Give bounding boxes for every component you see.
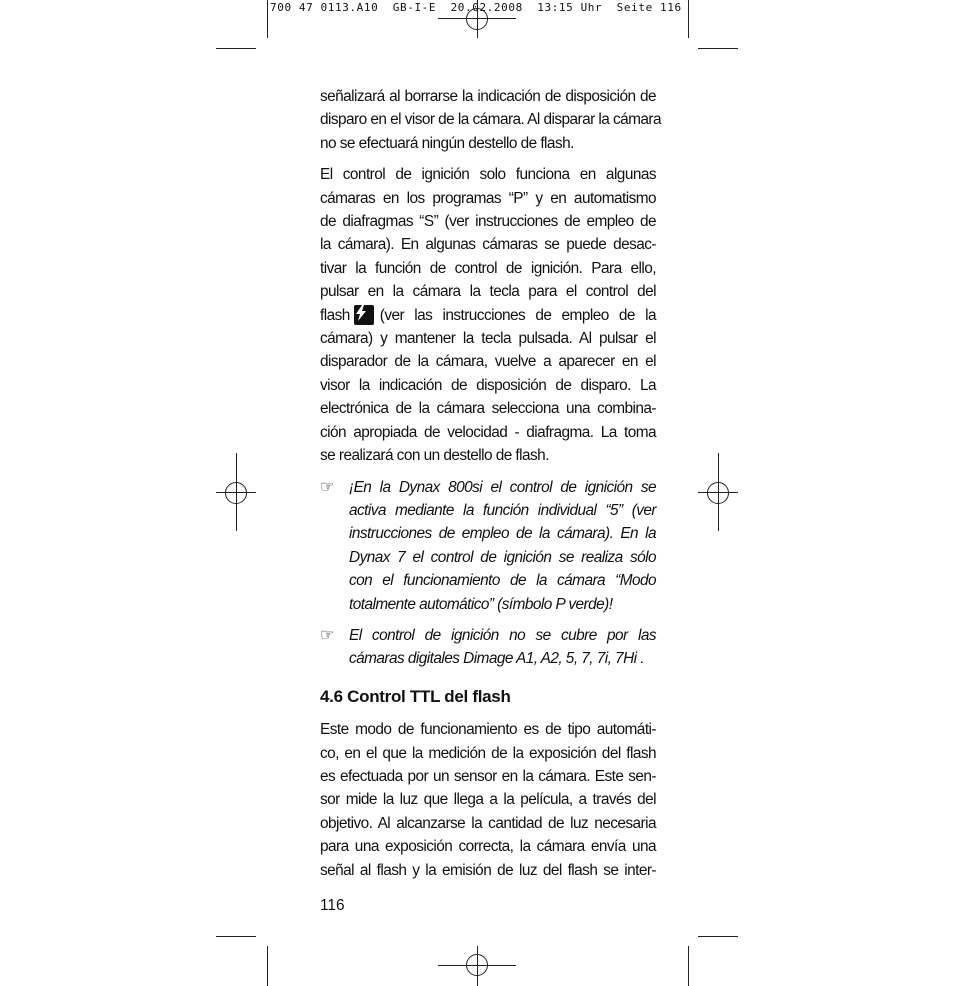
crop-mark [698, 936, 738, 937]
text-line: la cámara). En algunas cámaras se puede desac- [320, 236, 656, 254]
text-line: El control de ignición no se cubre por las [349, 626, 656, 644]
text-line: cámaras digitales Dimage A1, A2, 5, 7, 7i, 7Hi . [349, 650, 644, 668]
crop-mark [216, 48, 256, 49]
text-line: ¡En la Dynax 800si el control de ignición se [349, 478, 656, 496]
text-line: para una exposición correcta, la cámara envía una [320, 838, 656, 856]
text-line: visor la indicación de disposición de disparo. La [320, 376, 656, 394]
text-line: instrucciones de empleo de la cámara). En la [349, 525, 656, 543]
text-line: Dynax 7 el control de ignición se realiza sólo [349, 548, 656, 566]
text-line: ción apropiada de velocidad - diafragma. La toma [320, 423, 656, 441]
text-line: co, en el que la medición de la exposición del flash [320, 744, 656, 762]
text-line: no se efectuará ningún destello de flash. [320, 134, 574, 152]
flash-bolt-icon [354, 305, 374, 325]
text-line: cámaras en los programas “P” y en automatismo [320, 189, 656, 207]
page-number: 116 [320, 897, 345, 914]
text-line: tivar la función de control de ignición. Para ello, [320, 259, 656, 277]
pointing-hand-icon: ☞ [320, 478, 334, 496]
text-line: se realizará con un destello de flash. [320, 447, 549, 465]
note-1 [320, 476, 656, 616]
text-line: con el funcionamiento de la cámara “Modo [349, 572, 656, 590]
text-fragment: (ver las instrucciones de empleo de la [379, 306, 656, 324]
text-line: cámara) y mantener la tecla pulsada. Al pulsar el [320, 330, 656, 348]
text-column [320, 85, 662, 882]
crop-mark [216, 936, 256, 937]
text-line: electrónica de la cámara selecciona una combina- [320, 400, 656, 418]
crop-mark [698, 48, 738, 49]
text-line: Este modo de funcionamiento es de tipo automáti- [320, 721, 656, 739]
crop-mark [688, 946, 689, 986]
text-line: disparo en el visor de la cámara. Al disparar la cámara [320, 111, 662, 129]
text-line-with-icon [320, 304, 656, 327]
print-slug: 700 47 0113.A10 GB-I-E 20.02.2008 13:15 Uhr Seite 116 [270, 1, 682, 14]
text-line: sor mide la luz que llega a la película, a través del [320, 791, 656, 809]
crop-mark [267, 0, 268, 38]
text-fragment: flash [320, 306, 350, 324]
paragraph-1 [320, 85, 662, 155]
paragraph-2 [320, 163, 656, 467]
note-2 [320, 624, 656, 671]
text-line: es efectuada por un sensor en la cámara. Este sen- [320, 767, 656, 785]
text-line: de diafragmas “S” (ver instrucciones de empleo de [320, 213, 656, 231]
section-heading: 4.6 Control TTL del flash [320, 686, 511, 706]
text-line: señalizará al borrarse la indicación de disposición de [320, 88, 656, 105]
text-line: activa mediante la función individual “5” (ver [349, 501, 656, 519]
paragraph-3 [320, 718, 656, 882]
text-line: objetivo. Al alcanzarse la cantidad de luz necesaria [320, 814, 656, 832]
text-line: disparador de la cámara, vuelve a aparecer en el [320, 353, 656, 371]
text-line: señal al flash y la emisión de luz del flash se inter- [320, 861, 656, 879]
text-line: El control de ignición solo funciona en algunas [320, 166, 656, 184]
crop-mark [688, 0, 689, 38]
crop-mark [267, 946, 268, 986]
pointing-hand-icon: ☞ [320, 626, 334, 644]
text-line: totalmente automático” (símbolo P verde)! [349, 595, 613, 613]
text-line: pulsar en la cámara la tecla para el control del [320, 283, 656, 301]
